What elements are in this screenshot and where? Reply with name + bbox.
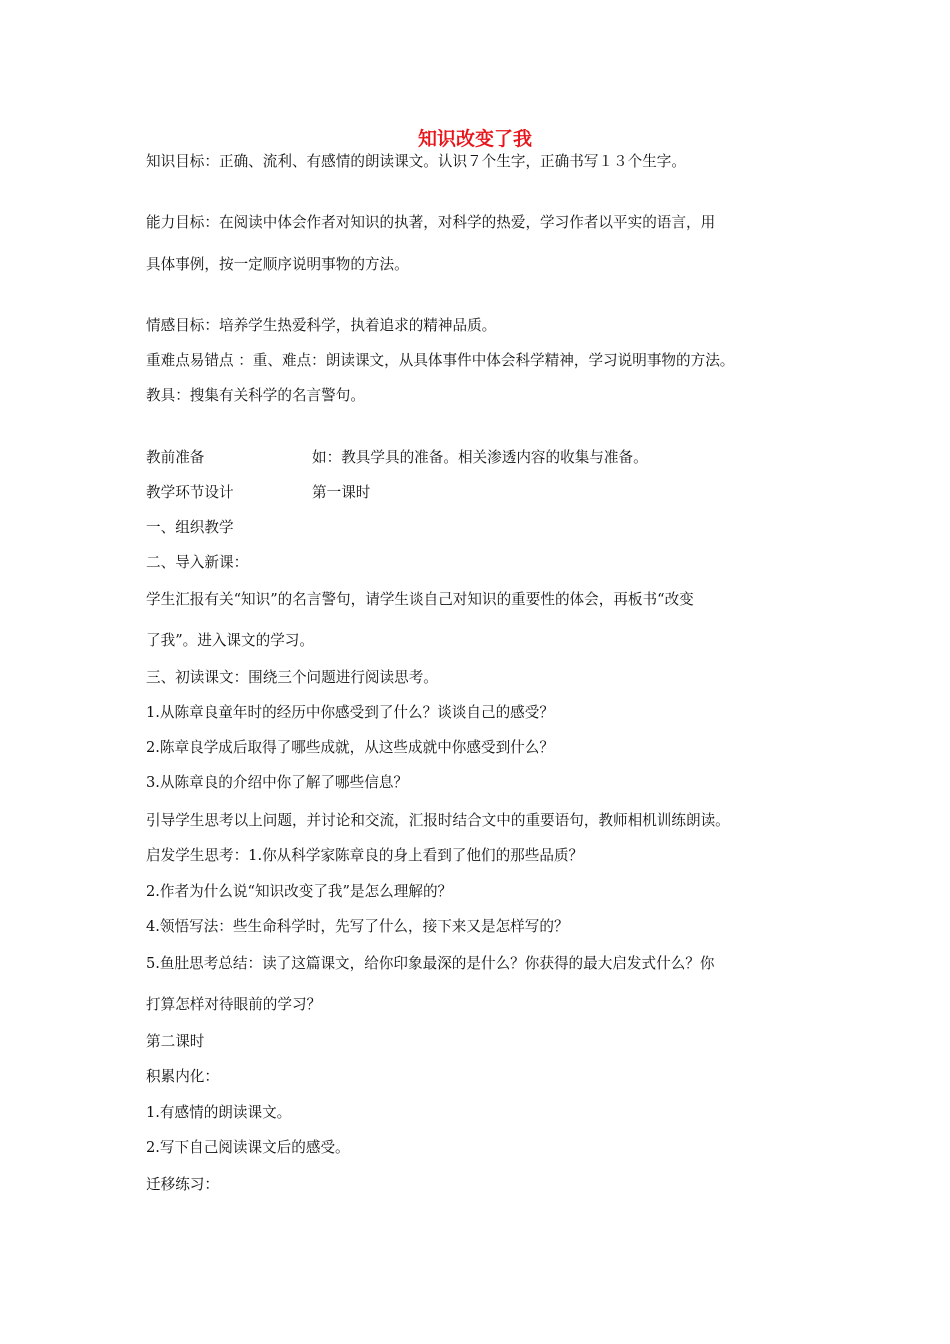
question-3: 3.从陈章良的介绍中你了解了哪些信息？ (146, 774, 409, 791)
section-1-heading: 一、组织教学 (146, 519, 234, 536)
design-label: 教学环节设计 (146, 484, 234, 501)
emotion-goal: 情感目标：培养学生热爱科学，执着追求的精神品质。 (146, 317, 497, 334)
section-3-heading: 三、初读课文：围绕三个问题进行阅读思考。 (146, 669, 438, 686)
ability-goal-line-1: 能力目标：在阅读中体会作者对知识的执著，对科学的热爱，学习作者以平实的语言，用 (146, 214, 716, 231)
prep-detail: 如：教具学具的准备。相关渗透内容的收集与准备。 (312, 449, 648, 466)
section-2-heading: 二、导入新课： (146, 554, 249, 571)
accumulate-item-2: 2.写下自己阅读课文后的感受。 (146, 1139, 350, 1156)
guide-text: 引导学生思考以上问题，并讨论和交流，汇报时结合文中的重要语句，教师相机训练朗读。 (146, 812, 730, 829)
section-2-text-line-2: 了我”。进入课文的学习。 (146, 632, 314, 649)
inspire-text: 启发学生思考：1.你从科学家陈章良的身上看到了他们的那些品质？ (146, 847, 584, 864)
second-lesson-heading: 第二课时 (146, 1033, 205, 1050)
ability-goal-line-2: 具体事例，按一定顺序说明事物的方法。 (146, 256, 409, 273)
question-1: 1.从陈章良童年时的经历中你感受到了什么？谈谈自己的感受？ (146, 704, 554, 721)
summary-line-1: 5.鱼肚思考总结：读了这篇课文，给你印象最深的是什么？你获得的最大启发式什么？你 (146, 955, 715, 972)
section-2-text-line-1: 学生汇报有关“知识”的名言警句，请学生谈自己对知识的重要性的体会，再板书“改变 (146, 591, 694, 608)
question-2: 2.陈章良学成后取得了哪些成就，从这些成就中你感受到什么？ (146, 739, 554, 756)
document-title: 知识改变了我 (417, 128, 532, 150)
key-points: 重难点易错点 ：重、难点：朗读课文，从具体事件中体会科学精神，学习说明事物的方法。 (146, 352, 735, 369)
accumulate-heading: 积累内化： (146, 1068, 219, 1085)
writing-method: 4.领悟写法：些生命科学时，先写了什么，接下来又是怎样写的？ (146, 918, 569, 935)
question-author: 2.作者为什么说“知识改变了我”是怎么理解的？ (146, 883, 453, 900)
knowledge-goal: 知识目标：正确、流利、有感情的朗读课文。认识７个生字，正确书写１３个生字。 (146, 153, 686, 170)
summary-line-2: 打算怎样对待眼前的学习？ (146, 996, 322, 1013)
design-detail: 第一课时 (312, 484, 371, 501)
teaching-aids: 教具：搜集有关科学的名言警句。 (146, 387, 365, 404)
accumulate-item-1: 1.有感情的朗读课文。 (146, 1104, 292, 1121)
prep-label: 教前准备 (146, 449, 205, 466)
transfer-practice-heading: 迁移练习： (146, 1176, 219, 1193)
